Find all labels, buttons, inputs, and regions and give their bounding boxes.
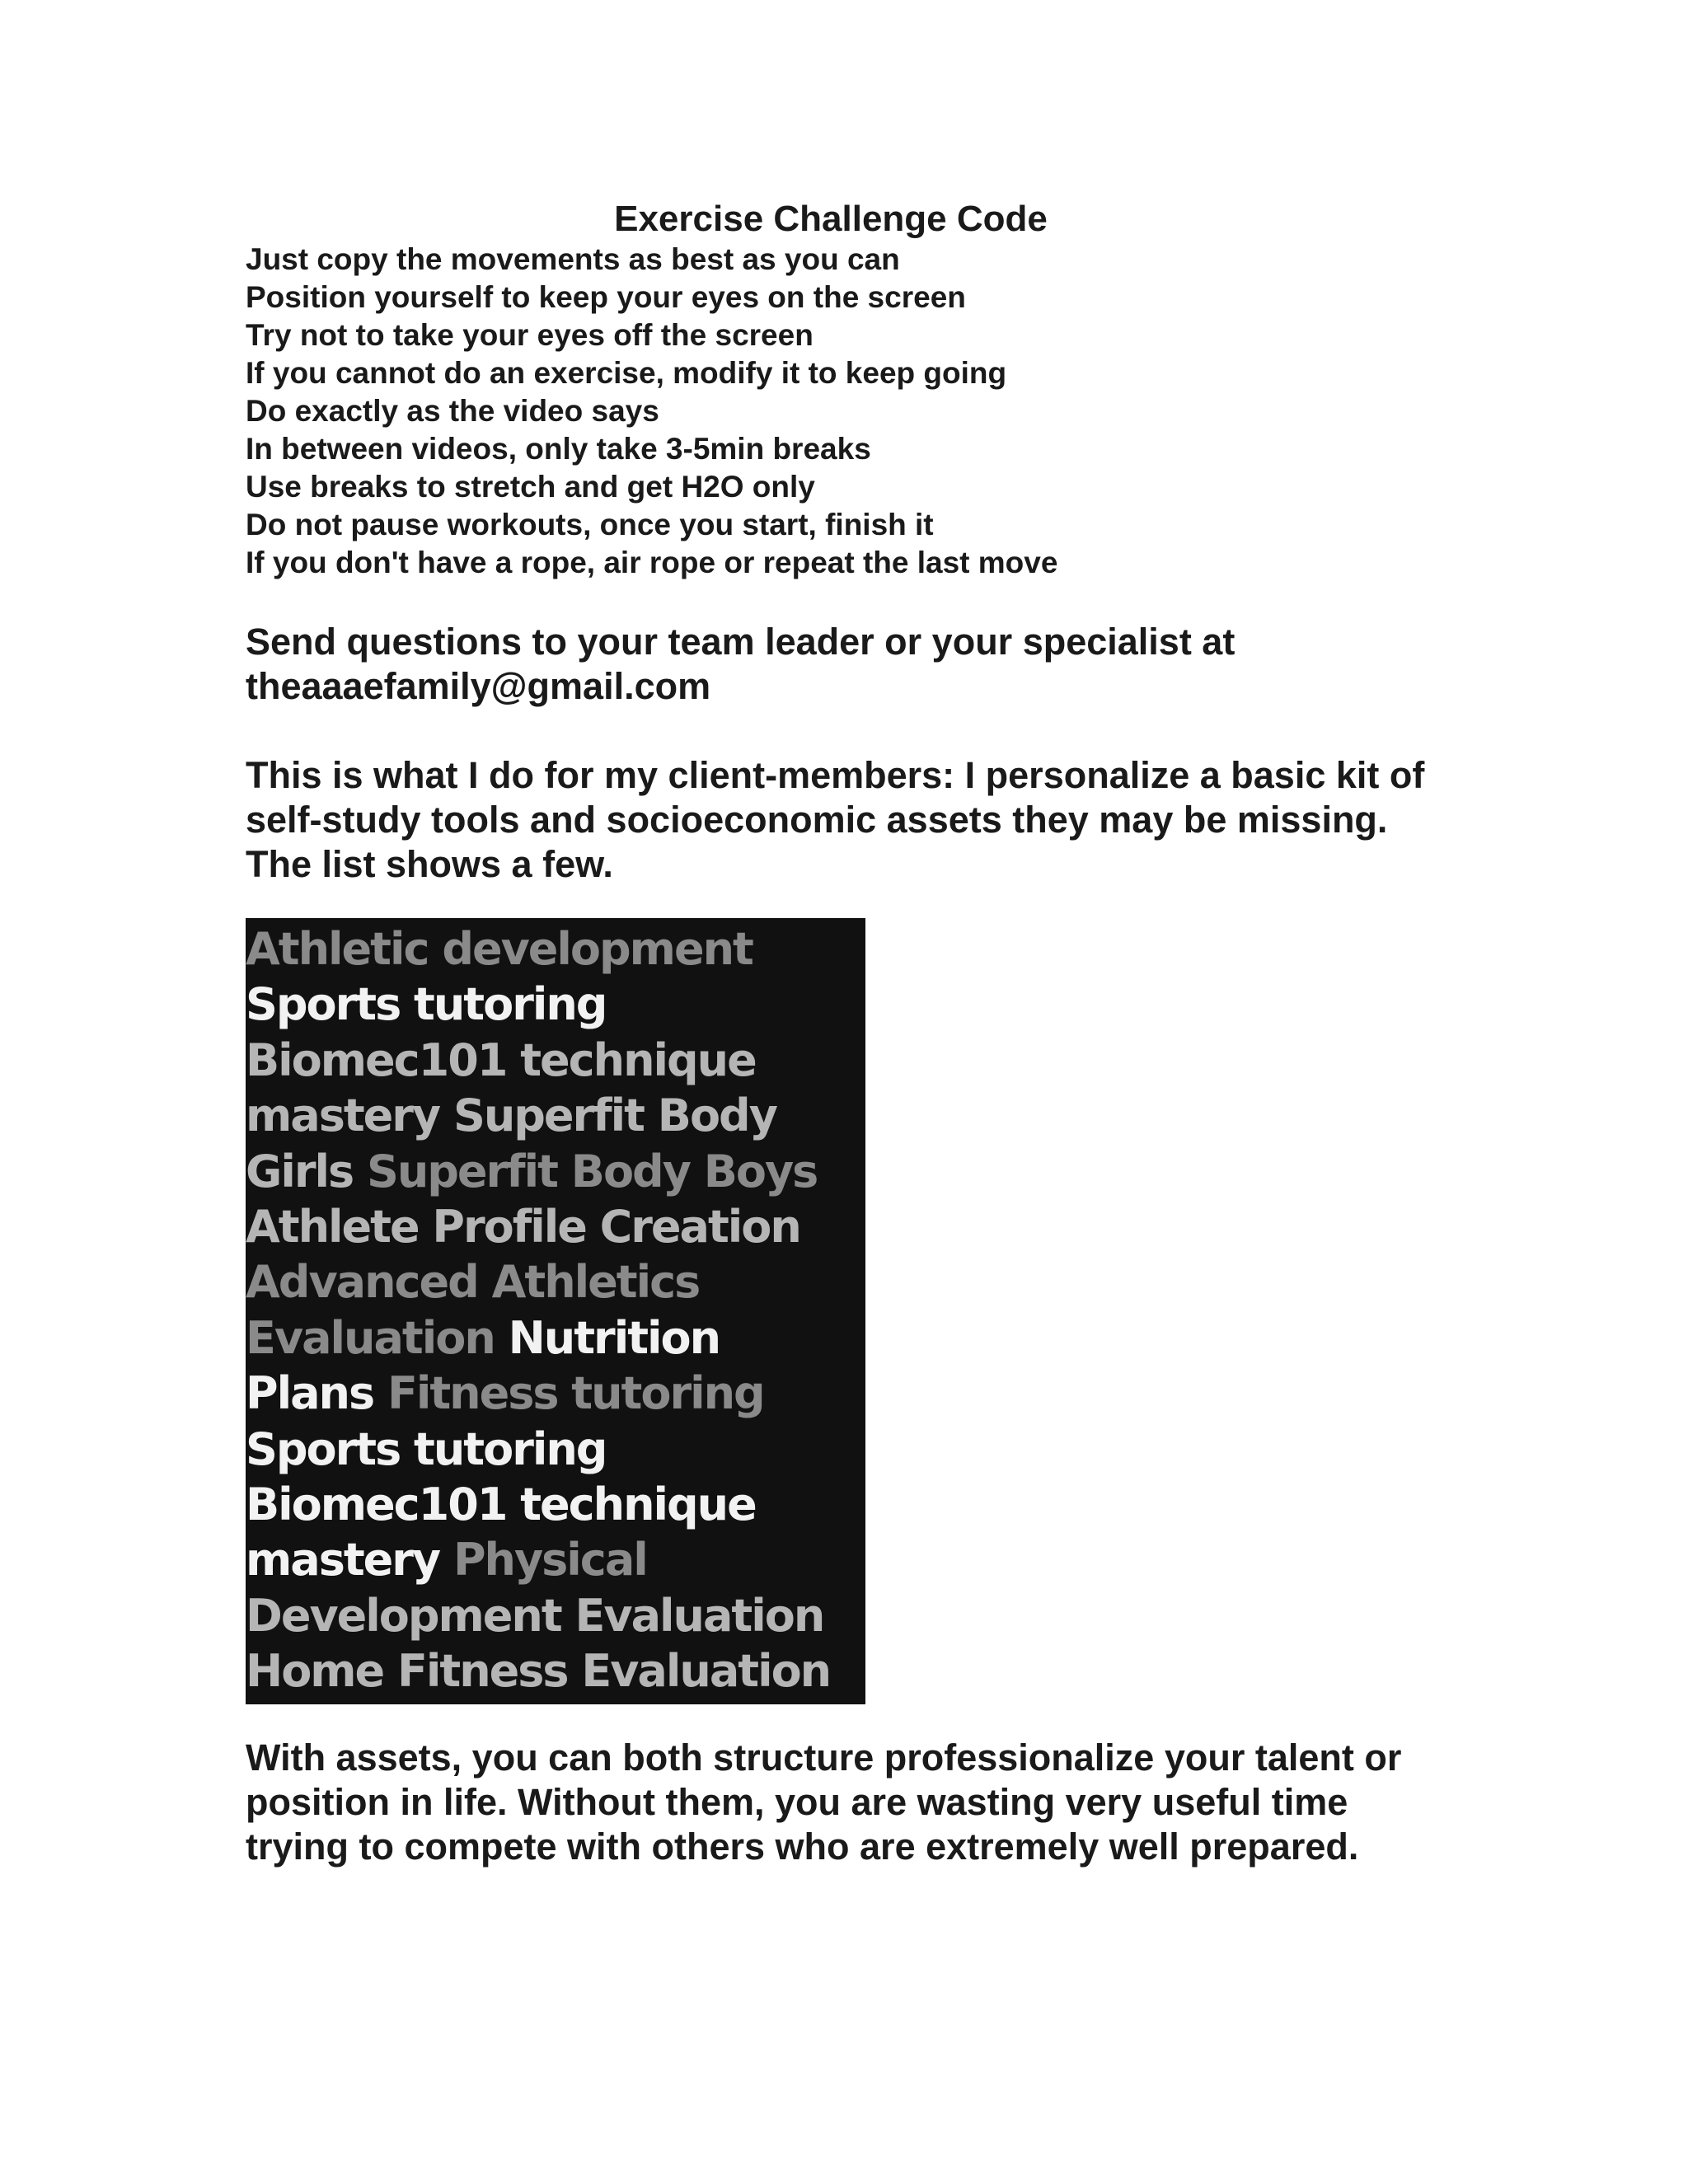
cloud-term: mastery — [246, 1534, 440, 1586]
cloud-term: Biomec101 technique — [246, 1479, 756, 1531]
cloud-term: Biomec101 technique — [246, 1033, 756, 1086]
cloud-term: Sports tutoring — [246, 1422, 607, 1475]
cloud-line — [246, 1199, 865, 1254]
cloud-term: Advanced Athletics — [246, 1256, 700, 1309]
cloud-term: Superfit Body Boys — [366, 1145, 818, 1197]
cloud-line — [246, 1088, 865, 1143]
cloud-line — [246, 1422, 865, 1477]
cloud-line — [246, 1144, 865, 1199]
cloud-term: Superfit Body — [452, 1090, 776, 1142]
cloud-line — [246, 1643, 865, 1699]
cloud-line — [246, 1532, 865, 1587]
cloud-term: Athletic development — [246, 923, 753, 975]
document-title: Exercise Challenge Code — [614, 199, 1048, 239]
rule-item: Do exactly as the video says — [246, 394, 659, 428]
cloud-line — [246, 1310, 865, 1366]
cloud-term: Development Evaluation — [246, 1589, 824, 1642]
services-word-cloud — [246, 918, 865, 1704]
document-page — [246, 198, 1449, 1869]
cloud-term: Girls — [246, 1145, 354, 1197]
cloud-line — [246, 1254, 865, 1310]
cloud-line — [246, 921, 865, 977]
rule-item: If you don't have a rope, air rope or repeat the last move — [246, 546, 1058, 579]
rule-item: Try not to take your eyes off the screen — [246, 318, 814, 352]
cloud-term: Athlete Profile Creation — [246, 1201, 800, 1254]
rule-item: If you cannot do an exercise, modify it to keep going — [246, 356, 1007, 390]
cloud-term: Fitness tutoring — [387, 1367, 764, 1420]
cloud-term: mastery — [246, 1090, 440, 1142]
rules-list — [246, 241, 1449, 582]
rule-item: Just copy the movements as best as you can — [246, 242, 900, 276]
cloud-term: Nutrition — [508, 1311, 720, 1364]
rule-item: Use breaks to stretch and get H2O only — [246, 470, 815, 504]
rule-item: Position yourself to keep your eyes on the screen — [246, 280, 966, 314]
cloud-line — [246, 1477, 865, 1532]
cloud-line — [246, 977, 865, 1032]
rule-item: In between videos, only take 3-5min breaks — [246, 432, 871, 466]
cloud-term: Home Fitness Evaluation — [246, 1645, 831, 1698]
cloud-term: Evaluation — [246, 1311, 495, 1364]
rule-item: Do not pause workouts, once you start, finish it — [246, 508, 934, 541]
services-intro-paragraph: This is what I do for my client-members: I personalize a basic kit of self-study tools and socioeconomic assets they may be missing. The list shows a few. — [246, 754, 1425, 885]
cloud-line — [246, 1366, 865, 1421]
closing-paragraph: With assets, you can both structure professionalize your talent or position in life. Without them, you are wasting very useful time trying to compete with others who are extremely well prepared. — [246, 1736, 1402, 1868]
cloud-line — [246, 1588, 865, 1643]
contact-paragraph: Send questions to your team leader or your specialist at theaaaefamily@gmail.com — [246, 621, 1236, 707]
cloud-term: Sports tutoring — [246, 978, 607, 1031]
cloud-term: Physical — [452, 1534, 647, 1586]
cloud-line — [246, 1033, 865, 1088]
cloud-term: Plans — [246, 1367, 374, 1420]
